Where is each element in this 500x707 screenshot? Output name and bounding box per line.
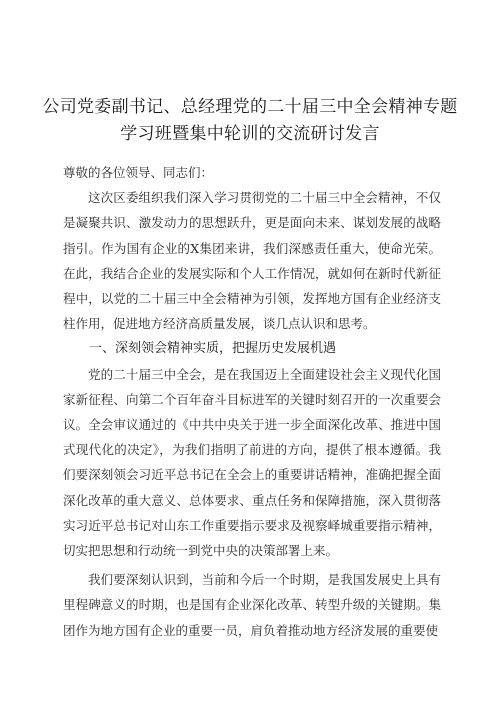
section-heading-1: 一、深刻领会精神实质，把握历史发展机遇 xyxy=(89,341,337,357)
paragraph-intro: 这次区委组织我们深入学习贯彻党的二十届三中全会精神，不仅是凝聚共识、激发动力的思想跃升，更是面向未来、谋划发展的战略指引。作为国有企业的X集团来讲，我们深感责任重大，使命光荣。在此，我结合企业的发展实际和个人工作情况，就如何在新时代新征程中，以党的二十届三中全会精神为引领，发挥地方国有企业经济支柱作用，促进地方经济高质量发展，谈几点认识和思考。 xyxy=(63,190,441,332)
document-title-line2: 学习班暨集中轮训的交流研讨发言 xyxy=(120,124,380,144)
paragraph-section1-1: 党的二十届三中全会，是在我国迈上全面建设社会主义现代化国家新征程、向第二个百年奋斗目标进军的关键时刻召开的一次重要会议。全会审议通过的《中共中央关于进一步全面深化改革、推进中国式现代化的决定》，为我们指明了前进的方向，提供了根本遵循。我们要深刻领会习近平总书记在全会上的重要讲话精神，准确把握全面深化改革的重大意义、总体要求、重点任务和保障措施，深入贯彻落实习近平总书记对山东工作重要指示要求及视察峄城重要指示精神，切实把思想和行动统一到党中央的决策部署上来。 xyxy=(63,366,441,559)
paragraph-section1-2: 我们要深刻认识到，当前和今后一个时期，是我国发展史上具有里程碑意义的时期，也是国有企业深化改革、转型升级的关键期。集团作为地方国有企业的重要一员，肩负着推动地方经济发展的重要使 xyxy=(63,572,441,638)
document-body xyxy=(63,160,441,643)
salutation: 尊敬的各位领导、同志们： xyxy=(63,165,214,180)
document-title-line1: 公司党委副书记、总经理党的二十届三中全会精神专题 xyxy=(42,97,458,117)
